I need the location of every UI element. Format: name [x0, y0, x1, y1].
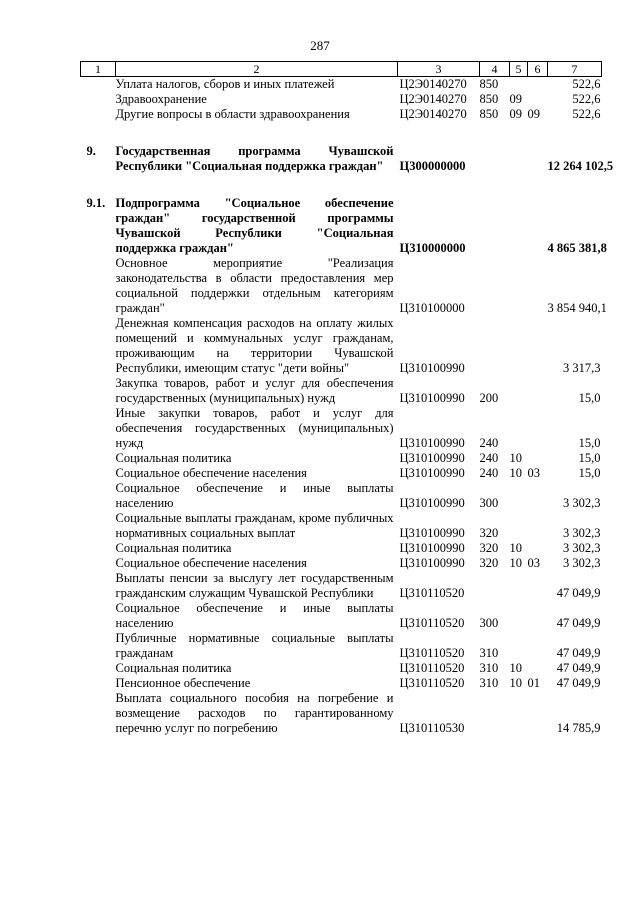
- row-pr: [528, 631, 548, 661]
- table-row: [81, 144, 602, 174]
- row-name: Подпрограмма "Социальное обеспечение граждан" государственной программы Чувашской Республики "Социальная поддержка граждан": [115, 196, 394, 255]
- row-code: Ц310110520: [399, 676, 465, 690]
- table-row: [81, 196, 602, 256]
- row-number: [81, 107, 116, 122]
- row-amount: 14 785,9: [556, 721, 601, 735]
- row-rz: [510, 406, 528, 451]
- row-amount: 15,0: [578, 391, 601, 405]
- row-name: Социальные выплаты гражданам, кроме публичных нормативных социальных выплат: [115, 511, 394, 540]
- row-amount: 4 865 381,8: [547, 241, 607, 255]
- spacer-cell: [81, 174, 602, 196]
- row-vr: 240: [479, 451, 499, 465]
- row-code: Ц310110520: [399, 661, 465, 675]
- header-col-7: 7: [548, 62, 602, 77]
- header-col-4: 4: [480, 62, 510, 77]
- row-vr: 300: [479, 496, 499, 510]
- row-name: Выплаты пенсии за выслугу лет государственным гражданским служащим Чувашской Республики: [115, 571, 394, 600]
- header-col-3: 3: [398, 62, 480, 77]
- row-number: [81, 451, 116, 466]
- row-code: Ц300000000: [399, 159, 466, 173]
- row-name: Публичные нормативные социальные выплаты гражданам: [115, 631, 394, 660]
- row-amount: 522,6: [572, 92, 601, 106]
- row-pr: [528, 451, 548, 466]
- row-code: Ц310100990: [399, 391, 465, 405]
- row-pr: [528, 511, 548, 541]
- table-header-row: [81, 62, 602, 77]
- row-vr: 320: [479, 526, 499, 540]
- row-name: Другие вопросы в области здравоохранения: [115, 107, 350, 121]
- table-row: [81, 601, 602, 631]
- row-amount: 47 049,9: [556, 661, 601, 675]
- table-row: [81, 406, 602, 451]
- row-amount: 3 302,3: [563, 526, 601, 540]
- row-rz: [510, 256, 528, 316]
- table-row: [81, 376, 602, 406]
- row-name: Денежная компенсация расходов на оплату жилых помещений и коммунальных услуг гражданам, проживающим на территории Чувашской Республики, имеющим статус "дети войны": [115, 316, 394, 375]
- row-vr: 320: [479, 541, 499, 555]
- row-amount: 15,0: [578, 466, 601, 480]
- row-name: Уплата налогов, сборов и иных платежей: [115, 77, 335, 91]
- row-code: Ц310100990: [399, 526, 465, 540]
- row-pr: [528, 196, 548, 256]
- row-amount: 522,6: [572, 77, 601, 91]
- table-row: [81, 92, 602, 107]
- row-number: [81, 661, 116, 676]
- row-rz: 09: [509, 107, 522, 121]
- row-rz: 10: [509, 661, 522, 675]
- row-code: Ц310100990: [399, 556, 465, 570]
- row-rz: 10: [509, 541, 522, 555]
- row-number: 9.1.: [86, 196, 106, 210]
- row-number: [81, 466, 116, 481]
- row-code: Ц310100990: [399, 496, 465, 510]
- row-name: Основное мероприятие "Реализация законодательства в области предоставления мер социальной поддержки отдельным категориям граждан": [115, 256, 394, 315]
- row-name: Пенсионное обеспечение: [115, 676, 251, 690]
- table-row: [81, 691, 602, 736]
- row-vr: 850: [479, 107, 499, 121]
- row-number: [81, 92, 116, 107]
- row-code: Ц2Э0140270: [399, 77, 467, 91]
- row-amount: 3 317,3: [563, 361, 601, 375]
- row-code: Ц310110520: [399, 616, 465, 630]
- row-name: Государственная программа Чувашской Республики "Социальная поддержка граждан": [115, 144, 394, 173]
- budget-table: [80, 61, 614, 736]
- row-pr: [528, 92, 548, 107]
- row-number: [81, 511, 116, 541]
- table-row: [81, 676, 602, 691]
- row-amount: 47 049,9: [556, 646, 601, 660]
- row-number: [81, 691, 116, 736]
- row-name: Иные закупки товаров, работ и услуг для обеспечения государственных (муниципальных) нужд: [115, 406, 394, 450]
- row-code: Ц310100990: [399, 541, 465, 555]
- row-name: Социальная политика: [115, 451, 232, 465]
- row-vr: 240: [479, 466, 499, 480]
- table-row: [81, 466, 602, 481]
- row-code: Ц310000000: [399, 241, 466, 255]
- row-code: Ц310100990: [399, 361, 465, 375]
- row-amount: 15,0: [578, 451, 601, 465]
- row-name: Выплата социального пособия на погребение и возмещение расходов по гарантированному перечню услуг по погребению: [115, 691, 394, 735]
- row-rz: [510, 196, 528, 256]
- row-number: [81, 541, 116, 556]
- table-row: [81, 511, 602, 541]
- row-amount: 3 302,3: [563, 496, 601, 510]
- row-vr: 850: [479, 77, 499, 91]
- row-rz: [510, 511, 528, 541]
- row-amount: 47 049,9: [556, 586, 601, 600]
- row-vr: 850: [479, 92, 499, 106]
- row-vr: 300: [479, 616, 499, 630]
- row-amount: 3 302,3: [563, 556, 601, 570]
- table-row: [81, 77, 602, 93]
- spacer-cell: [81, 122, 602, 144]
- row-number: [81, 601, 116, 631]
- row-vr: [480, 691, 510, 736]
- table-row: [81, 256, 602, 316]
- table-body: [81, 77, 614, 737]
- row-name: Социальное обеспечение и иные выплаты населению: [115, 481, 394, 510]
- row-name: Социальная политика: [115, 661, 232, 675]
- row-number: [81, 316, 116, 376]
- row-amount: 3 854 940,1: [547, 301, 607, 315]
- row-pr: [528, 77, 548, 93]
- row-amount: 522,6: [572, 107, 601, 121]
- row-vr: 320: [479, 556, 499, 570]
- row-name: Социальное обеспечение населения: [115, 556, 307, 570]
- row-amount: 47 049,9: [556, 676, 601, 690]
- row-vr: 310: [479, 646, 499, 660]
- row-code: Ц310100990: [399, 466, 465, 480]
- row-pr: [528, 541, 548, 556]
- row-amount: 3 302,3: [563, 541, 601, 555]
- table-row: [81, 556, 602, 571]
- row-vr: 310: [479, 676, 499, 690]
- header-col-6: 6: [528, 62, 548, 77]
- row-number: [81, 556, 116, 571]
- table-row: [81, 481, 602, 511]
- row-rz: [510, 481, 528, 511]
- row-pr: [528, 571, 548, 601]
- row-pr: [528, 376, 548, 406]
- row-rz: [510, 77, 528, 93]
- spacer-row: [81, 174, 602, 196]
- table-row: [81, 451, 602, 466]
- row-code: Ц310100000: [399, 301, 465, 315]
- table-row: [81, 661, 602, 676]
- row-amount: 12 264 102,5: [547, 159, 614, 173]
- row-vr: 240: [479, 436, 499, 450]
- row-rz: [510, 144, 528, 174]
- row-vr: 310: [479, 661, 499, 675]
- row-rz: 10: [509, 451, 522, 465]
- row-name: Здравоохранение: [115, 92, 207, 106]
- row-pr: [528, 661, 548, 676]
- row-rz: 10: [509, 466, 522, 480]
- table-row: [81, 571, 602, 601]
- row-number: [81, 256, 116, 316]
- page-number: 287: [310, 38, 330, 53]
- row-vr: [480, 196, 510, 256]
- row-vr: 200: [479, 391, 499, 405]
- header-col-2: 2: [116, 62, 398, 77]
- table-row: [81, 316, 602, 376]
- row-rz: [510, 691, 528, 736]
- row-vr: [480, 571, 510, 601]
- row-number: [81, 676, 116, 691]
- row-pr: [528, 256, 548, 316]
- row-code: Ц2Э0140270: [399, 92, 467, 106]
- table-row: [81, 631, 602, 661]
- row-code: Ц310110530: [399, 721, 465, 735]
- row-amount: 15,0: [578, 436, 601, 450]
- row-pr: 01: [527, 676, 540, 690]
- row-name: Социальное обеспечение населения: [115, 466, 307, 480]
- row-code: Ц310110520: [399, 646, 465, 660]
- row-number: [81, 631, 116, 661]
- row-rz: 09: [509, 92, 522, 106]
- row-number: 9.: [86, 144, 96, 158]
- row-name: Социальное обеспечение и иные выплаты населению: [115, 601, 394, 630]
- row-pr: 09: [527, 107, 540, 121]
- row-code: Ц310100990: [399, 436, 465, 450]
- spacer-row: [81, 122, 602, 144]
- row-pr: 03: [527, 466, 540, 480]
- row-code: Ц2Э0140270: [399, 107, 467, 121]
- row-amount: 47 049,9: [556, 616, 601, 630]
- table-row: [81, 541, 602, 556]
- row-name: Социальная политика: [115, 541, 232, 555]
- row-number: [81, 376, 116, 406]
- row-pr: [528, 316, 548, 376]
- row-rz: [510, 631, 528, 661]
- row-rz: [510, 571, 528, 601]
- row-number: [81, 77, 116, 93]
- row-name: Закупка товаров, работ и услуг для обеспечения государственных (муниципальных) нужд: [115, 376, 394, 405]
- row-pr: [528, 144, 548, 174]
- row-pr: 03: [527, 556, 540, 570]
- row-code: Ц310110520: [399, 586, 465, 600]
- row-number: [81, 481, 116, 511]
- row-rz: [510, 316, 528, 376]
- row-number: [81, 571, 116, 601]
- header-col-1: 1: [81, 62, 116, 77]
- row-pr: [528, 406, 548, 451]
- row-pr: [528, 691, 548, 736]
- row-rz: [510, 376, 528, 406]
- row-pr: [528, 601, 548, 631]
- row-vr: [480, 316, 510, 376]
- row-rz: 10: [509, 676, 522, 690]
- row-code: Ц310100990: [399, 451, 465, 465]
- row-rz: [510, 601, 528, 631]
- row-vr: [480, 144, 510, 174]
- row-rz: 10: [509, 556, 522, 570]
- row-number: [81, 406, 116, 451]
- row-vr: [480, 256, 510, 316]
- row-pr: [528, 481, 548, 511]
- table-row: [81, 107, 602, 122]
- header-col-5: 5: [510, 62, 528, 77]
